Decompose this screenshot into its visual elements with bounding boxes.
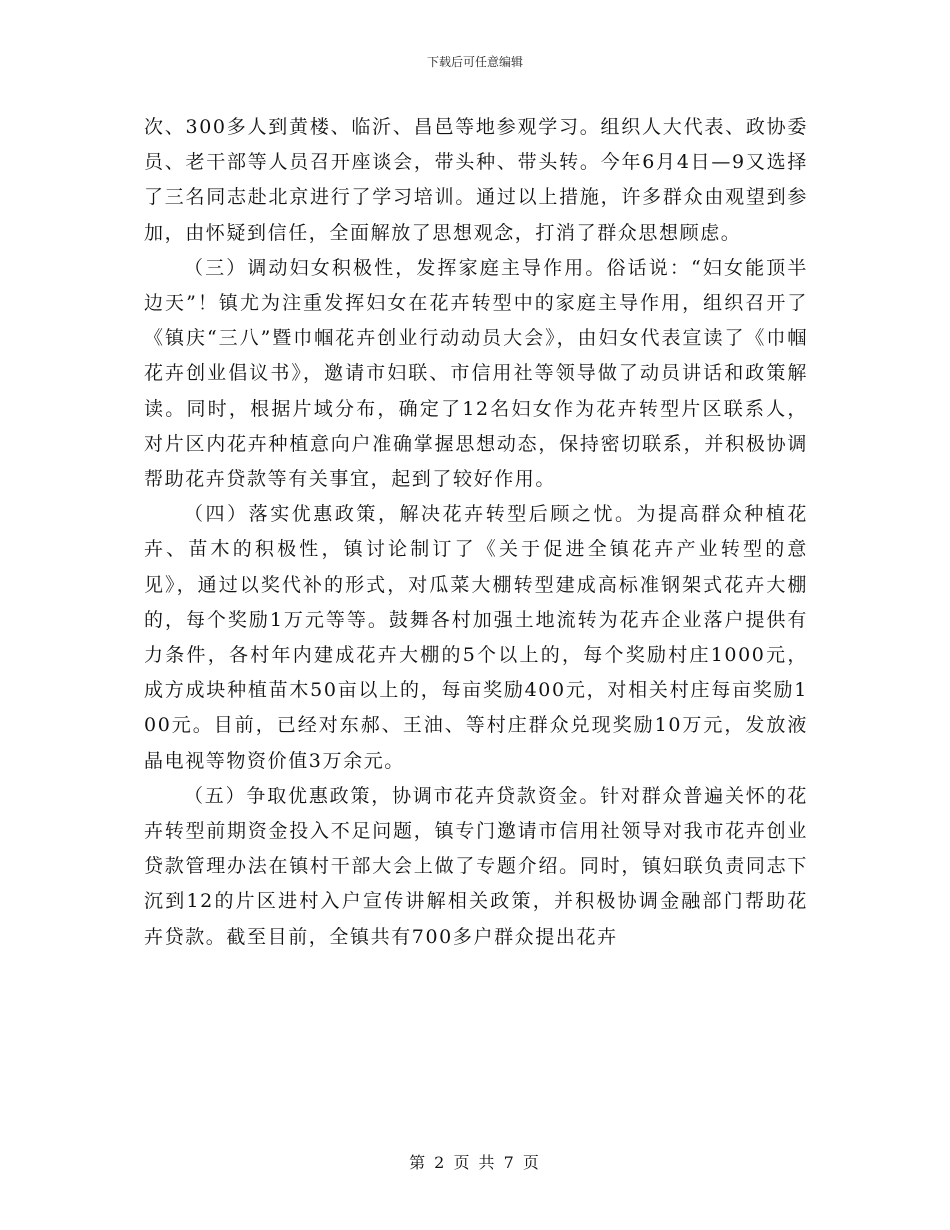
paragraph-continuation: 次、300多人到黄楼、临沂、昌邑等地参观学习。组织人大代表、政协委员、老干部等人员召开座谈会，带头种、带头转。今年6月4日—9又选择了三名同志赴北京进行了学习培训。通过以上措施，许多群众由观望到参加，由怀疑到信任，全面解放了思想观念，打消了群众思想顾虑。 bbox=[144, 116, 808, 244]
paragraph-section-3: （三）调动妇女积极性，发挥家庭主导作用。俗话说：“妇女能顶半边天”！镇尤为注重发挥妇女在花卉转型中的家庭主导作用，组织召开了《镇庆“三八”暨巾帼花卉创业行动动员大会》，由妇女代表宣读了《巾帼花卉创业倡议书》，邀请市妇联、市信用社等领导做了动员讲话和政策解读。同时，根据片域分布，确定了12名妇女作为花卉转型片区联系人，对片区内花卉种植意向户准确掌握思想动态，保持密切联系，并积极协调帮助花卉贷款等有关事宜，起到了较好作用。 bbox=[144, 256, 808, 491]
paragraph-section-5: （五）争取优惠政策，协调市花卉贷款资金。针对群众普遍关怀的花卉转型前期资金投入不足问题，镇专门邀请市信用社领导对我市花卉创业贷款管理办法在镇村干部大会上做了专题介绍。同时，镇妇联负责同志下沉到12的片区进村入户宣传讲解相关政策，并积极协调金融部门帮助花卉贷款。截至目前，全镇共有700多户群众提出花卉 bbox=[144, 784, 808, 948]
document-body bbox=[144, 110, 808, 955]
paragraph-section-4: （四）落实优惠政策，解决花卉转型后顾之忧。为提高群众种植花卉、苗木的积极性，镇讨论制订了《关于促进全镇花卉产业转型的意见》，通过以奖代补的形式，对瓜菜大棚转型建成高标准钢架式花卉大棚的，每个奖励1万元等等。鼓舞各村加强土地流转为花卉企业落户提供有力条件，各村年内建成花卉大棚的5个以上的，每个奖励村庄1000元，成方成块种植苗木50亩以上的，每亩奖励400元，对相关村庄每亩奖励100元。目前，已经对东郝、王油、等村庄群众兑现奖励10万元，发放液晶电视等物资价值3万余元。 bbox=[144, 503, 808, 772]
page-number: 第 2 页 共 7 页 bbox=[409, 1153, 541, 1172]
page-header-note: 下载后可任意编辑 bbox=[426, 55, 523, 69]
